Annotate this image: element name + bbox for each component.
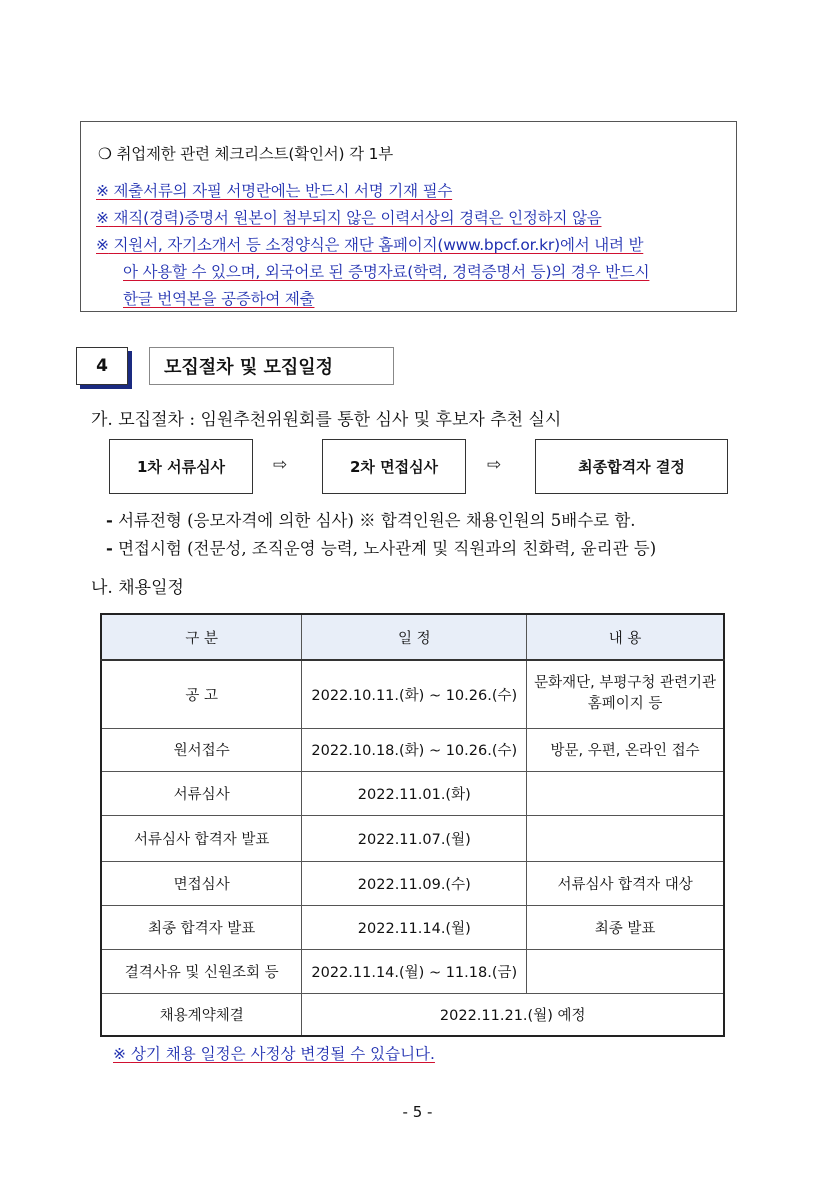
column-header: 구 분 <box>101 614 302 660</box>
process-step-1: 1차 서류심사 <box>109 439 253 494</box>
table-cell: 서류심사 합격자 발표 <box>101 815 302 861</box>
right-arrow-icon: ⇨ <box>487 455 502 475</box>
column-header: 내 용 <box>527 614 724 660</box>
checklist-item: ❍ 취업제한 관련 체크리스트(확인서) 각 1부 <box>98 145 394 163</box>
table-row <box>101 993 724 1036</box>
table-cell: 최종 합격자 발표 <box>101 905 302 949</box>
bullet-item: - 서류전형 (응모자격에 의한 심사) ※ 합격인원은 채용인원의 5배수로 함. <box>106 511 636 530</box>
table-row <box>101 815 724 861</box>
table-cell: 결격사유 및 신원조회 등 <box>101 949 302 993</box>
table-row <box>101 861 724 905</box>
note-3-continued: 한글 번역본을 공증하여 제출 <box>123 290 315 308</box>
note-1: ※ 제출서류의 자필 서명란에는 반드시 서명 기재 필수 <box>96 182 453 200</box>
process-heading: 가. 모집절차 : 임원추천위원회를 통한 심사 및 후보자 추천 실시 <box>91 410 562 430</box>
table-cell: 2022.11.14.(월) <box>302 905 527 949</box>
table-cell: 2022.10.11.(화) ~ 10.26.(수) <box>302 660 527 728</box>
note-3: ※ 지원서, 자기소개서 등 소정양식은 재단 홈페이지(www.bpcf.or.kr)에서 내려 받 <box>96 236 644 254</box>
table-cell: 서류심사 <box>101 771 302 815</box>
table-cell: 문화재단, 부평구청 관련기관 홈페이지 등 <box>527 660 724 728</box>
process-step-2: 2차 면접심사 <box>322 439 466 494</box>
note-2: ※ 재직(경력)증명서 원본이 첨부되지 않은 이력서상의 경력은 인정하지 않음 <box>96 209 602 227</box>
process-step-3: 최종합격자 결정 <box>535 439 728 494</box>
schedule-table <box>100 613 725 1037</box>
table-cell: 2022.11.07.(월) <box>302 815 527 861</box>
bullet-item: - 면접시험 (전문성, 조직운영 능력, 노사관계 및 직원과의 친화력, 윤리관 등) <box>106 539 657 558</box>
table-cell <box>527 771 724 815</box>
table-row <box>101 728 724 771</box>
page-number: - 5 - <box>402 1103 433 1121</box>
table-row <box>101 905 724 949</box>
schedule-heading: 나. 채용일정 <box>91 578 184 598</box>
circle-bullet-icon: ❍ <box>98 145 112 163</box>
table-cell: 채용계약체결 <box>101 993 302 1036</box>
table-cell: 2022.11.21.(월) 예정 <box>302 993 724 1036</box>
table-row <box>101 949 724 993</box>
table-header-row <box>101 614 724 660</box>
table-cell: 서류심사 합격자 대상 <box>527 861 724 905</box>
schedule-footnote: ※ 상기 채용 일정은 사정상 변경될 수 있습니다. <box>113 1045 435 1063</box>
table-row <box>101 660 724 728</box>
section-title: 모집절차 및 모집일정 <box>149 347 394 385</box>
table-cell: 방문, 우편, 온라인 접수 <box>527 728 724 771</box>
table-cell: 면접심사 <box>101 861 302 905</box>
table-cell: 2022.10.18.(화) ~ 10.26.(수) <box>302 728 527 771</box>
table-cell: 2022.11.01.(화) <box>302 771 527 815</box>
table-cell <box>527 949 724 993</box>
table-cell: 2022.11.14.(월) ~ 11.18.(금) <box>302 949 527 993</box>
right-arrow-icon: ⇨ <box>273 455 288 475</box>
table-cell <box>527 815 724 861</box>
table-cell: 공 고 <box>101 660 302 728</box>
table-cell: 원서접수 <box>101 728 302 771</box>
section-number: 4 <box>76 347 128 385</box>
column-header: 일 정 <box>302 614 527 660</box>
note-3-continued: 아 사용할 수 있으며, 외국어로 된 증명자료(학력, 경력증명서 등)의 경우 반드시 <box>123 263 650 281</box>
table-cell: 최종 발표 <box>527 905 724 949</box>
table-cell: 2022.11.09.(수) <box>302 861 527 905</box>
notes-box <box>80 121 737 312</box>
table-row <box>101 771 724 815</box>
